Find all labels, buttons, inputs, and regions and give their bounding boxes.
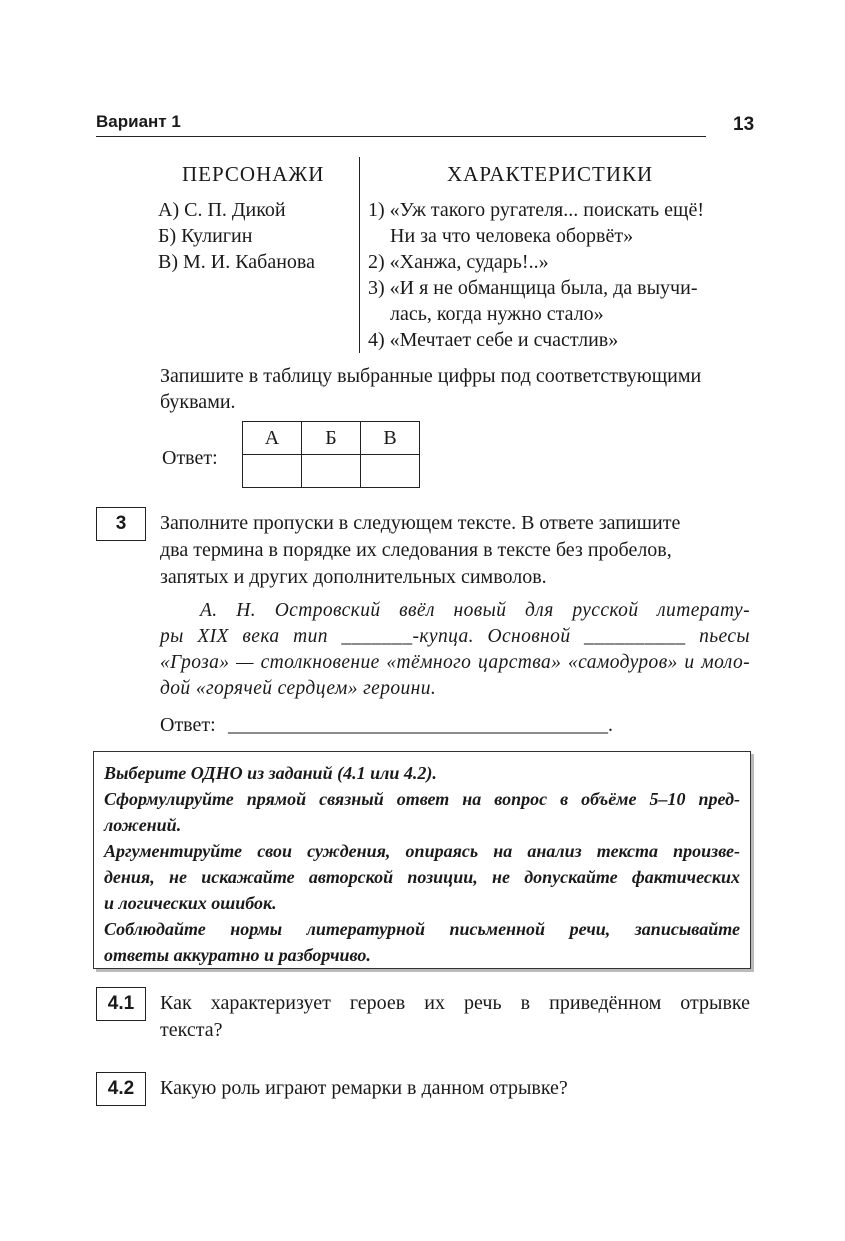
column-divider [359,157,360,353]
character-item: В) М. И. Кабанова [158,251,315,273]
task-number-4-2: 4.2 [96,1072,146,1106]
task41-text [160,990,750,1044]
task3-line: Заполните пропуски в следующем тексте. В ответе запишите [160,512,681,534]
instructions-box [93,751,751,969]
character-item: А) С. П. Дикой [158,199,286,221]
page-number: 13 [733,114,755,135]
task42-text: Какую роль играют ремарки в данном отрывке? [160,1077,568,1099]
excerpt-line: дой «горячей сердцем» героини. [160,678,437,699]
answer-cell-c[interactable] [361,455,420,488]
answer-table [242,421,420,488]
characteristics-heading: ХАРАКТЕРИСТИКИ [447,162,654,186]
characteristic-line: 3) «И я не обманщица была, да выучи- [368,277,698,299]
answer-label: Ответ: [162,447,218,469]
answer-header-a: А [243,422,302,455]
answer-cell-a[interactable] [243,455,302,488]
task41-line: Как характеризует героев их речь в приведённом отрывке [160,992,750,1014]
instruction-line: Соблюдайте нормы литературной письменной речи, записывайте [104,919,740,939]
answer-cell-b[interactable] [302,455,361,488]
instruction-line: Аргументируйте свои суждения, опираясь на анализ текста произве- [104,841,740,861]
characteristic-line: 4) «Мечтает себе и счастлив» [368,329,619,351]
excerpt-line: «Гроза» — столкновение «тёмного царства» «самодуров» и моло- [160,652,750,673]
instruction-line: ложений. [104,815,182,835]
task3-line: запятых и других дополнительных символов. [160,566,547,588]
task41-line: текста? [160,1019,223,1041]
excerpt-line: ры XIX века тип _______-купца. Основной __________ пьесы [160,626,750,647]
excerpt-line: А. Н. Островский ввёл новый для русской литерату- [200,600,750,621]
characters-heading: ПЕРСОНАЖИ [182,162,325,186]
instruction-line: и логических ошибок. [104,893,277,913]
answer-header-c: В [361,422,420,455]
task3-excerpt [160,598,750,702]
instruction-line: Выберите ОДНО из заданий (4.1 или 4.2). [104,763,437,783]
task3-answer-line[interactable]: ______________________________________. [228,714,613,736]
task3-text [160,510,750,591]
character-item: Б) Кулигин [158,225,253,247]
matching-instruction: буквами. [160,391,236,413]
instruction-line: Сформулируйте прямой связный ответ на вопрос в объёме 5–10 пред- [104,789,740,809]
task3-line: два термина в порядке их следования в тексте без пробелов, [160,539,672,561]
characteristic-line: Ни за что человека оборвёт» [390,225,634,247]
header-rule [96,136,706,137]
task3-answer-label: Ответ: [160,714,216,736]
running-header-variant: Вариант 1 [96,112,181,131]
instruction-line: дения, не искажайте авторской позиции, не допускайте фактических [104,867,740,887]
characteristic-line: лась, когда нужно стало» [390,303,604,325]
task-number-3: 3 [96,507,146,541]
characteristic-line: 2) «Ханжа, сударь!..» [368,251,549,273]
answer-header-b: Б [302,422,361,455]
instruction-line: ответы аккуратно и разборчиво. [104,945,371,965]
characteristic-line: 1) «Уж такого ругателя... поискать ещё! [368,199,704,221]
task-number-4-1: 4.1 [96,987,146,1021]
matching-instruction: Запишите в таблицу выбранные цифры под соответствующими [160,365,702,387]
